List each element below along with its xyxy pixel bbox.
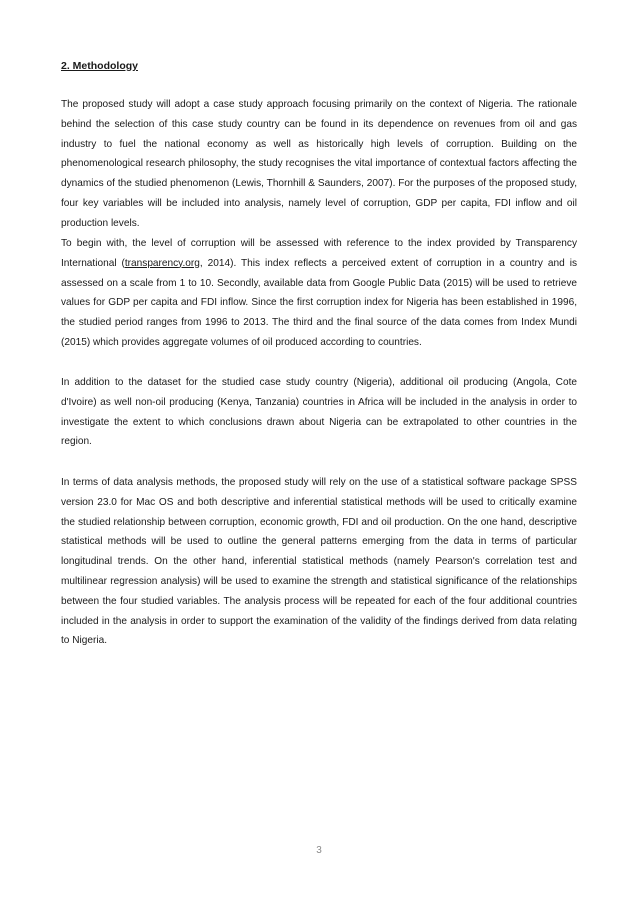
paragraph-analysis-methods: In terms of data analysis methods, the proposed study will rely on the use of a statistical software package SPSS version 23.0 for Mac OS and both descriptive and inferential statistical methods will be used to critically examine the studied relationship between corruption, economic growth, FDI and oil production. On the one hand, descriptive statistical methods will be used to outline the general patterns emerging from the data in terms of particular longitudinal trends. On the other hand, inferential statistical methods (namely Pearson's correlation test and multilinear regression analysis) will be used to examine the strength and statistical significance of the relationships between the four studied variables. The analysis process will be repeated for each of the four additional countries included in the analysis in order to support the examination of the validity of the findings derived from data relating to Nigeria. xyxy=(61,477,577,647)
section-heading: 2. Methodology xyxy=(61,60,138,72)
paragraph-additional-countries: In addition to the dataset for the studied case study country (Nigeria), additional oil producing (Angola, Cote d'Ivoire) as well non-oil producing (Kenya, Tanzania) countries in Africa will be included in the analysis in order to investigate the extent to which conclusions drawn about Nigeria can be extrapolated to other countries in the region. xyxy=(61,377,577,448)
paragraph-data-sources xyxy=(61,234,577,353)
paragraph-text-before-link: To begin with, the level of corruption will be assessed with reference to the index provided by Transparency International ( xyxy=(61,238,577,269)
page-number: 3 xyxy=(316,845,322,856)
paragraph-text-after-link: , 2014). This index reflects a perceived extent of corruption in a country and is assessed on a scale from 1 to 10. Secondly, available data from Google Public Data (2015) will be used to retrieve values for GDP per capita and FDI inflow. Since the first corruption index for Nigeria has been established in 1996, the studied period ranges from 1996 to 2013. The third and the final source of the data comes from Index Mundi (2015) which provides aggregate volumes of oil produced according to countries. xyxy=(61,257,577,348)
paragraph-case-study-approach: The proposed study will adopt a case study approach focusing primarily on the context of Nigeria. The rationale behind the selection of this case study country can be found in its dependence on revenues from oil and gas industry to fuel the national economy as well as historically high levels of corruption. Building on the phenomenological research philosophy, the study recognises the vital importance of contextual factors affecting the dynamics of the studied phenomenon (Lewis, Thornhill & Saunders, 2007). For the purposes of the proposed study, four key variables will be included into analysis, namely level of corruption, GDP per capita, FDI inflow and oil production levels. xyxy=(61,99,577,229)
transparency-org-link[interactable]: transparency.org xyxy=(124,257,200,269)
